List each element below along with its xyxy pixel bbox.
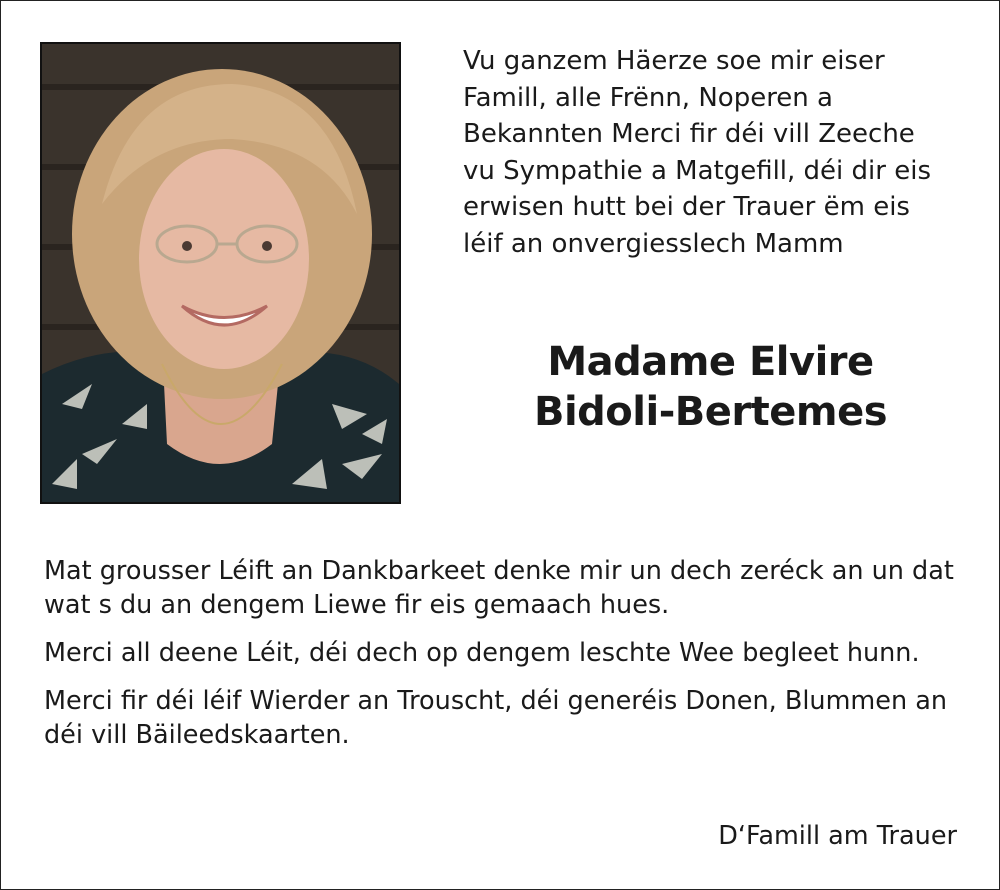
- message-paragraph: Mat grousser Léift an Dankbarkeet denke mir un dech zeréck an un dat wat s du an dengem Liewe fir eis gemaach hues.: [44, 556, 954, 620]
- intro-line: Vu ganzem Häerze soe mir eiser: [463, 46, 885, 76]
- portrait-photo: [40, 42, 401, 504]
- portrait-photo-icon: [42, 44, 399, 502]
- deceased-name: [463, 337, 958, 437]
- intro-line: Famill, alle Frënn, Noperen a: [463, 82, 833, 113]
- intro-line: léif an onvergiesslech Mamm: [463, 228, 844, 259]
- intro-text: [463, 43, 958, 262]
- intro-line: Bekannten Merci fir déi vill Zeeche: [463, 119, 915, 149]
- message-body: [44, 554, 958, 766]
- intro-line: erwisen hutt bei der Trauer ëm eis: [463, 192, 910, 222]
- name-line-2: Bidoli-Bertemes: [533, 389, 888, 435]
- message-paragraph: Merci fir déi léif Wierder an Trouscht, déi generéis Donen, Blummen an déi vill Bäileedskaarten.: [44, 686, 947, 750]
- intro-line: vu Sympathie a Matgefill, déi dir eis: [463, 155, 931, 186]
- signature: D‘Famill am Trauer: [718, 821, 957, 851]
- message-paragraph: Merci all deene Léit, déi dech op dengem leschte Wee begleet hunn.: [44, 638, 920, 668]
- name-line-1: Madame Elvire: [547, 339, 874, 385]
